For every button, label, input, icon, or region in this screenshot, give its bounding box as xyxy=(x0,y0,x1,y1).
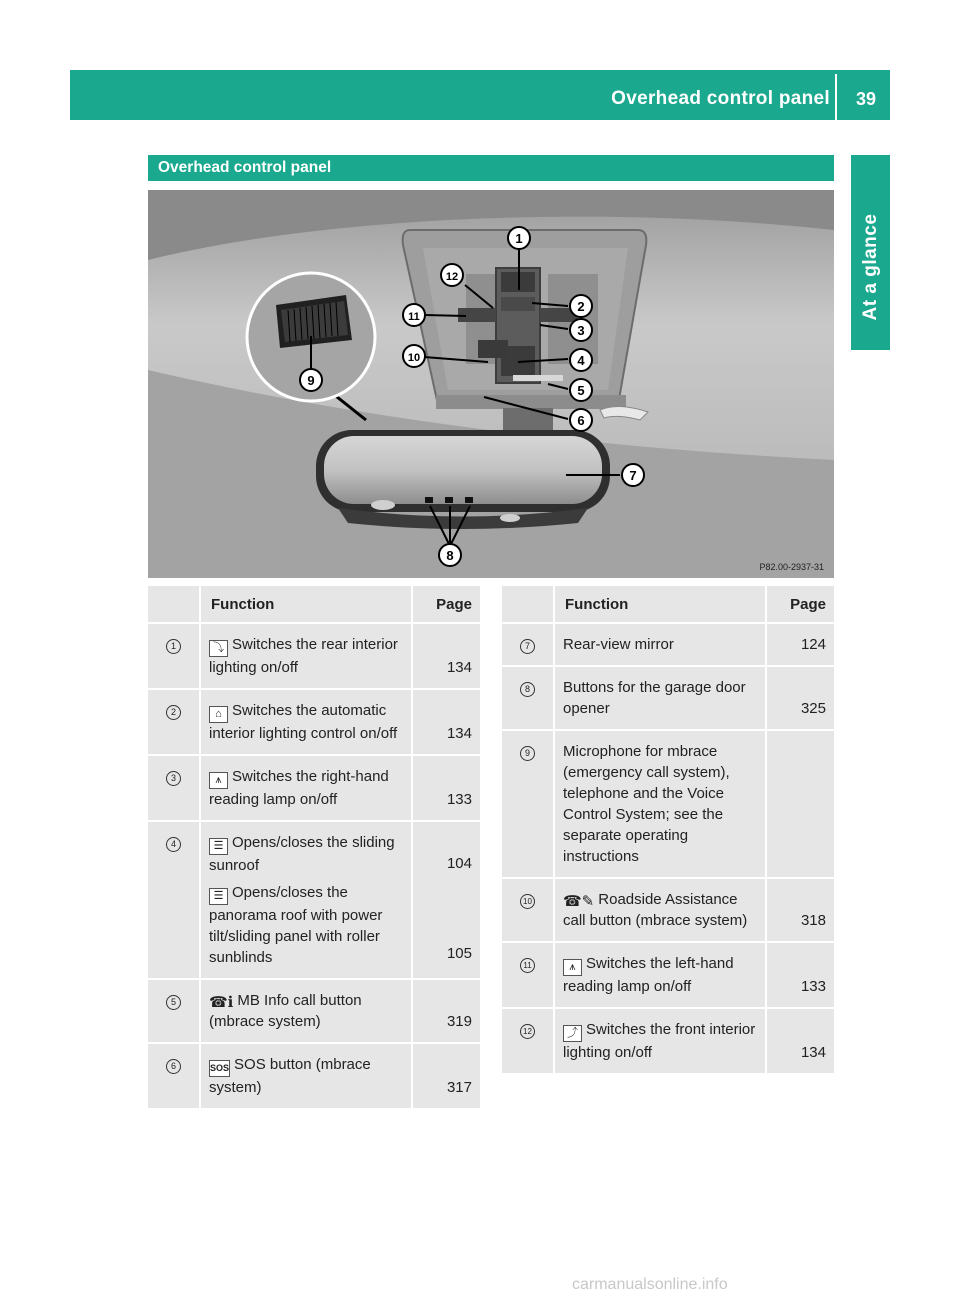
function-text: Roadside Assistance call button (mbrace system) xyxy=(563,891,748,929)
table-row xyxy=(502,1008,834,1074)
figure-code: P82.00-2937-31 xyxy=(759,562,824,572)
svg-text:7: 7 xyxy=(629,468,637,483)
function-table-right xyxy=(502,586,834,1075)
row-number: 2 xyxy=(166,705,181,720)
svg-text:9: 9 xyxy=(307,373,315,388)
sos-icon: SOS xyxy=(209,1060,230,1077)
sunroof-icon: ☰ xyxy=(209,838,228,855)
svg-text:11: 11 xyxy=(408,311,420,323)
row-number: 10 xyxy=(520,894,535,909)
function-text: Switches the front interior lighting on/off xyxy=(563,1021,756,1061)
row-number: 1 xyxy=(166,639,181,654)
page-header xyxy=(70,70,890,120)
svg-text:4: 4 xyxy=(577,353,585,368)
callout-9 xyxy=(300,369,322,391)
panorama-roof-icon: ☰ xyxy=(209,888,228,905)
table-row xyxy=(148,689,480,755)
page-ref: 134 xyxy=(412,689,480,755)
table-row xyxy=(502,942,834,1008)
num-header xyxy=(148,586,200,623)
svg-text:5: 5 xyxy=(577,383,585,398)
callout-4 xyxy=(570,349,592,371)
table-header-row xyxy=(148,586,480,623)
side-tab-label: At a glance xyxy=(859,213,881,321)
info-call-icon: ☎ℹ xyxy=(209,994,234,1011)
header-title: Overhead control panel xyxy=(611,88,830,109)
row-number: 7 xyxy=(520,639,535,654)
reading-lamp-icon: ⩚ xyxy=(563,959,582,976)
svg-text:6: 6 xyxy=(577,413,585,428)
page-ref: 133 xyxy=(766,942,834,1008)
function-table-left xyxy=(148,586,480,1110)
overhead-panel-figure xyxy=(148,190,834,578)
table-row xyxy=(502,623,834,666)
svg-text:8: 8 xyxy=(446,548,454,563)
row-number: 5 xyxy=(166,995,181,1010)
function-text: Switches the left-hand reading lamp on/off xyxy=(563,955,734,995)
page-ref: 124 xyxy=(766,623,834,666)
table-row xyxy=(502,730,834,878)
svg-text:2: 2 xyxy=(577,299,585,314)
row-number: 11 xyxy=(520,958,535,973)
function-text: MB Info call button (mbrace system) xyxy=(209,992,362,1030)
callout-10 xyxy=(403,345,425,367)
table-row xyxy=(148,755,480,821)
table-row xyxy=(148,979,480,1043)
row-number: 12 xyxy=(520,1024,535,1039)
page-ref: 325 xyxy=(766,666,834,730)
svg-text:3: 3 xyxy=(577,323,585,338)
page-ref: 104 xyxy=(446,855,472,872)
row-number: 4 xyxy=(166,837,181,852)
function-header: Function xyxy=(554,586,766,623)
section-header xyxy=(148,155,834,181)
function-text-secondary: Opens/closes the panorama roof with power tilt/sliding panel with roller sunblinds xyxy=(209,884,383,966)
reading-lamp-icon: ⩚ xyxy=(209,772,228,789)
page-ref: 134 xyxy=(766,1008,834,1074)
callout-6 xyxy=(570,409,592,431)
function-text: Microphone for mbrace (emergency call system), telephone and the Voice Control System; see the separate operating instructions xyxy=(563,743,730,865)
callout-1 xyxy=(508,227,530,249)
auto-lighting-icon: ⌂ xyxy=(209,706,228,723)
page-ref xyxy=(766,730,834,878)
page-ref: 133 xyxy=(412,755,480,821)
table-row xyxy=(502,878,834,942)
page-header-cell: Page xyxy=(412,586,480,623)
callout-5 xyxy=(570,379,592,401)
row-number: 8 xyxy=(520,682,535,697)
page-ref-secondary: 105 xyxy=(446,945,472,962)
page-number: 39 xyxy=(855,89,877,109)
function-header: Function xyxy=(200,586,412,623)
roadside-assistance-icon: ☎✎ xyxy=(563,893,595,910)
section-title: Overhead control panel xyxy=(158,159,332,176)
table-header-row xyxy=(502,586,834,623)
front-lighting-icon: ⤴ xyxy=(563,1025,582,1042)
page-header-cell: Page xyxy=(766,586,834,623)
callout-2 xyxy=(570,295,592,317)
callout-12 xyxy=(441,264,463,286)
table-row xyxy=(502,666,834,730)
callout-7 xyxy=(622,464,644,486)
page-ref: 134 xyxy=(412,623,480,689)
row-number: 3 xyxy=(166,771,181,786)
callout-8 xyxy=(439,544,461,566)
function-text: Switches the automatic interior lighting control on/off xyxy=(209,702,398,742)
num-header xyxy=(502,586,554,623)
function-text: Buttons for the garage door opener xyxy=(563,679,746,717)
svg-text:10: 10 xyxy=(407,352,421,364)
page-ref: 317 xyxy=(412,1043,480,1109)
watermark: carmanualsonline.info xyxy=(572,1276,728,1293)
row-number: 6 xyxy=(166,1059,181,1074)
header-divider xyxy=(835,74,837,120)
row-number: 9 xyxy=(520,746,535,761)
function-text: Opens/closes the sliding sunroof xyxy=(209,834,395,874)
function-text: Rear-view mirror xyxy=(563,636,674,653)
table-row xyxy=(148,1043,480,1109)
svg-text:1: 1 xyxy=(515,231,523,246)
figure-illustration xyxy=(148,190,834,578)
function-text: Switches the right-hand reading lamp on/off xyxy=(209,768,389,808)
callout-11 xyxy=(403,304,425,326)
table-row xyxy=(148,821,480,979)
callout-3 xyxy=(570,319,592,341)
side-tab-label-wrap xyxy=(851,155,890,350)
page-ref: 319 xyxy=(412,979,480,1043)
table-row xyxy=(148,623,480,689)
function-text: SOS button (mbrace system) xyxy=(209,1056,371,1096)
svg-text:12: 12 xyxy=(445,271,459,283)
function-text: Switches the rear interior lighting on/off xyxy=(209,636,398,676)
rear-lighting-icon: ⤵ xyxy=(209,640,228,657)
page-ref: 318 xyxy=(766,878,834,942)
